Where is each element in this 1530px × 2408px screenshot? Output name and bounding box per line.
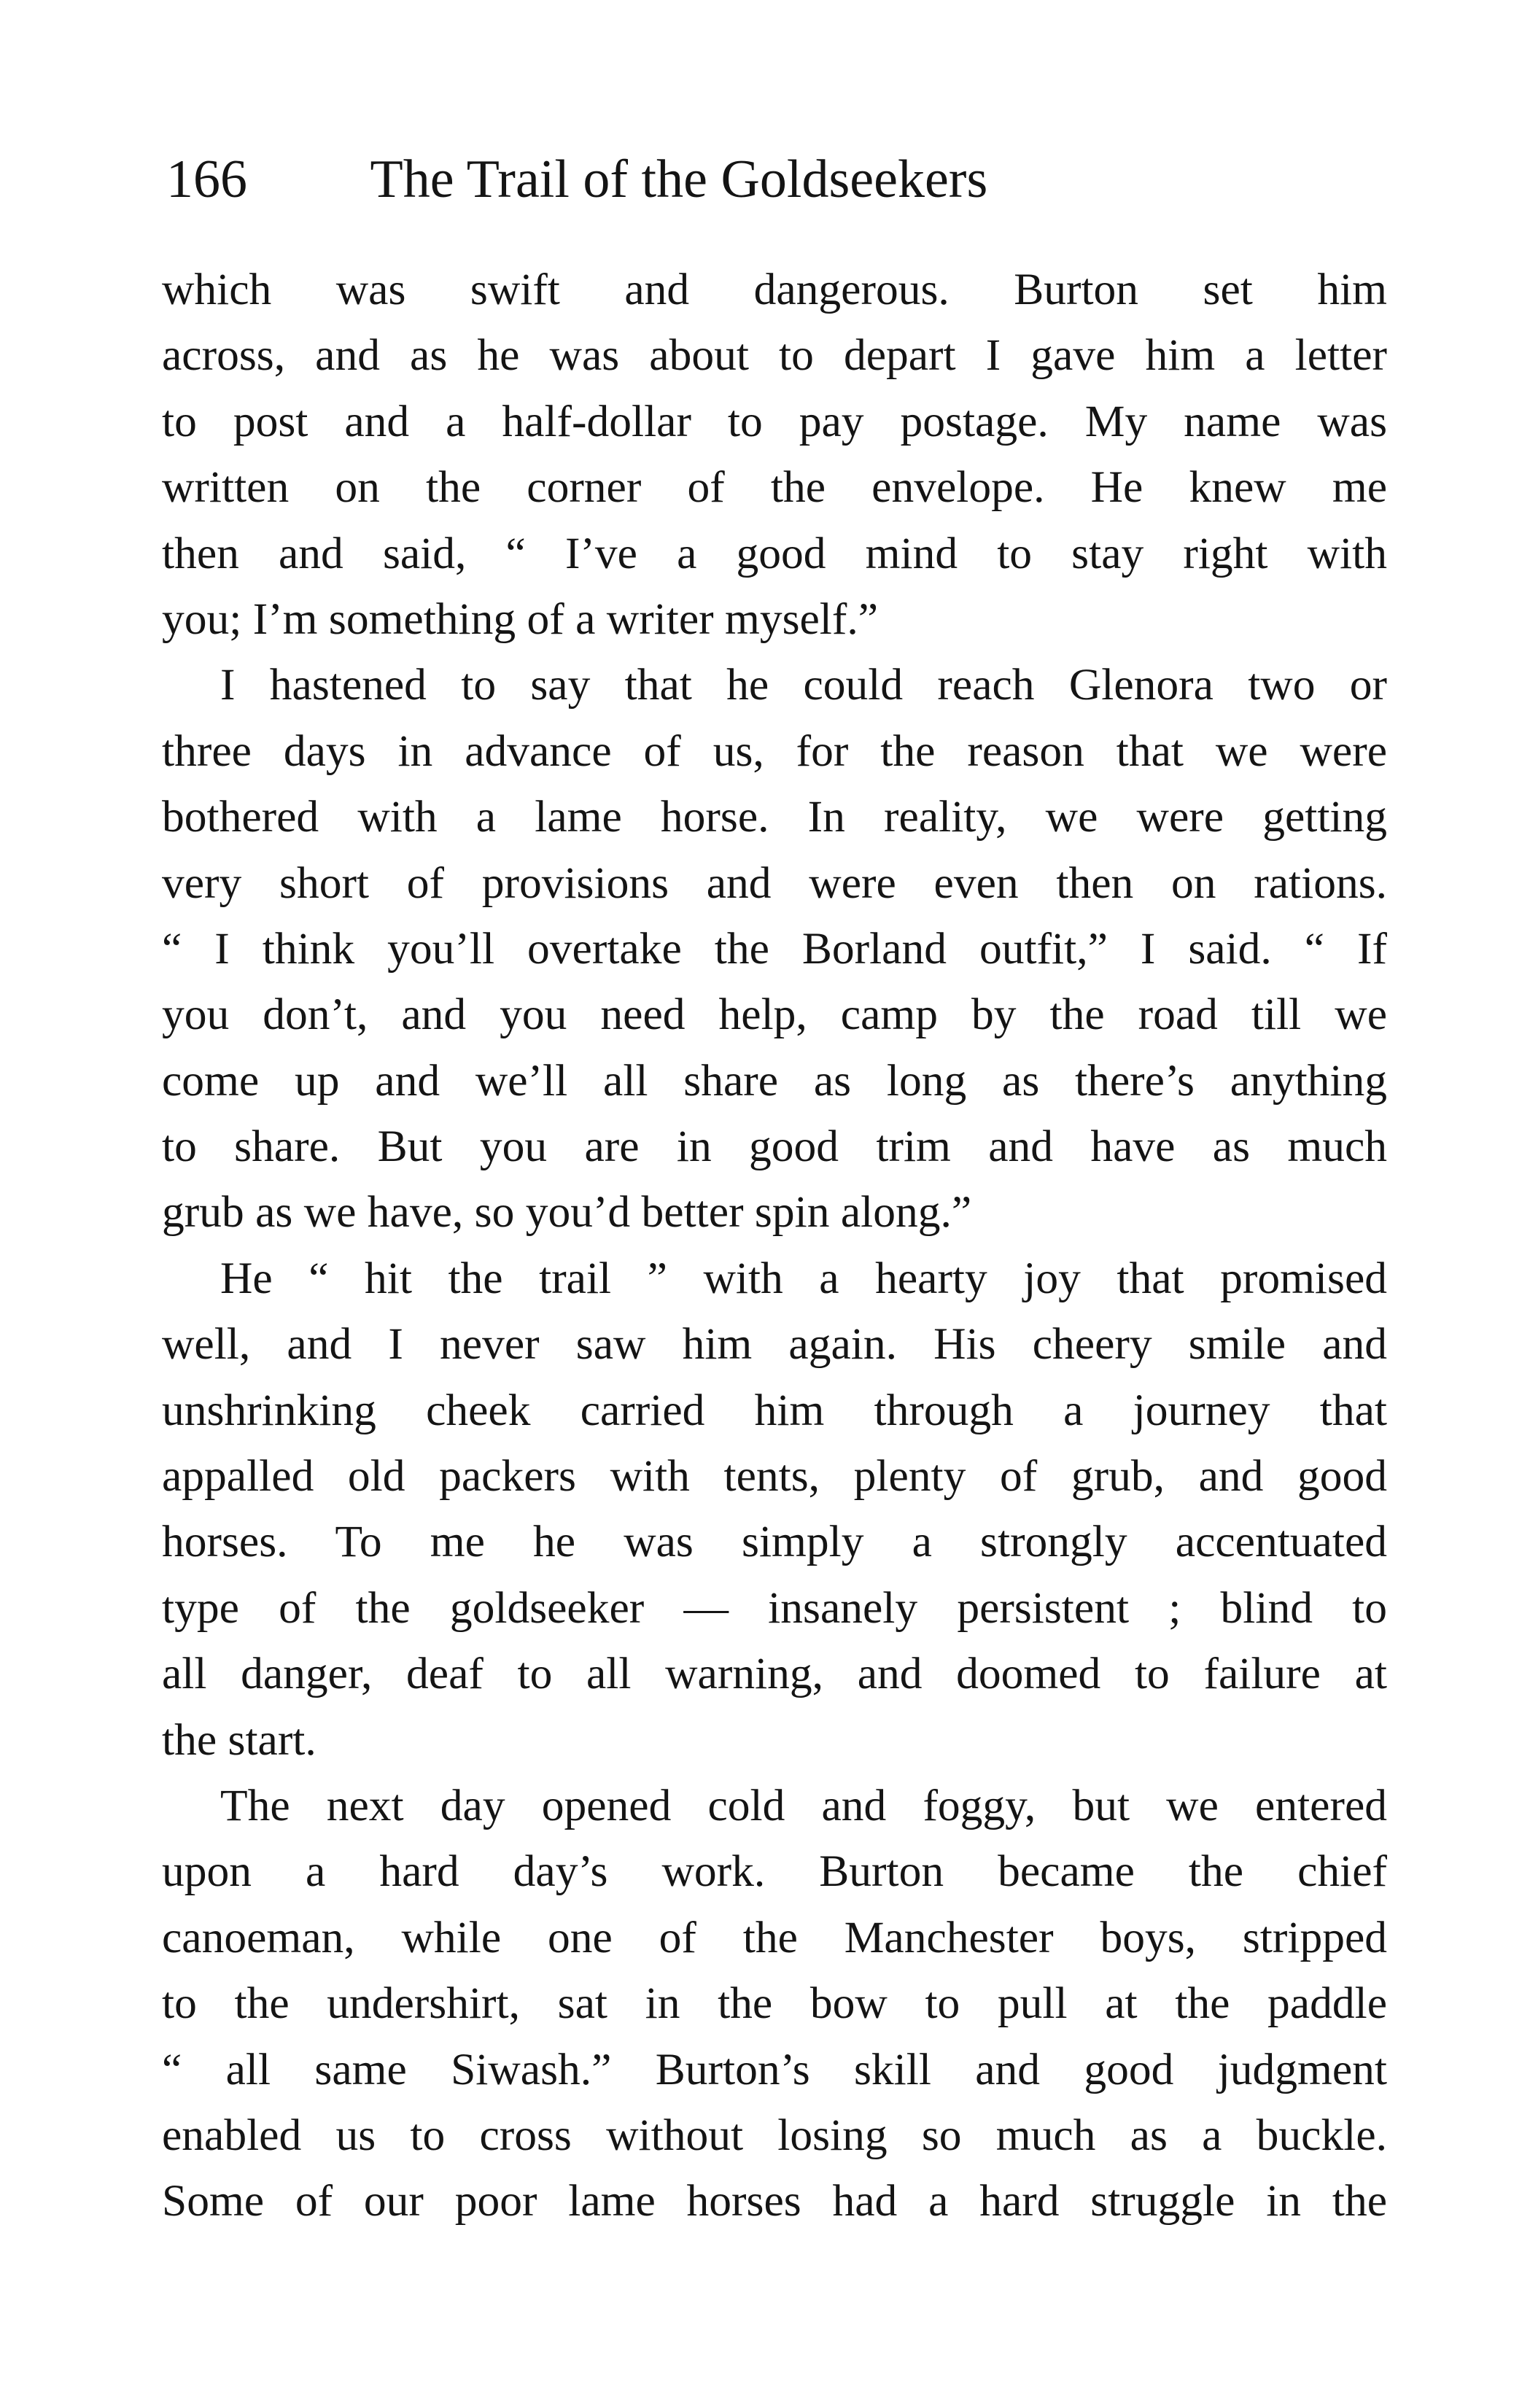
text-line: canoeman, while one of the Manchester boys, stripped bbox=[162, 1912, 1387, 1962]
text-line: horses. To me he was simply a strongly accentuated bbox=[162, 1517, 1387, 1567]
text-line: you don’t, and you need help, camp by the road till we bbox=[162, 990, 1387, 1040]
text-line: come up and we’ll all share as long as there’s anything bbox=[162, 1055, 1387, 1106]
text-line: the start. bbox=[162, 1714, 317, 1765]
paragraph-2 bbox=[162, 652, 1387, 1246]
text-line: unshrinking cheek carried him through a journey that bbox=[162, 1385, 1387, 1435]
paragraph-3 bbox=[162, 1246, 1387, 1773]
text-line: very short of provisions and were even then on rations. bbox=[162, 858, 1387, 908]
body-text bbox=[162, 257, 1387, 2234]
text-line: The next day opened cold and foggy, but we entered bbox=[220, 1780, 1387, 1830]
paragraph-1 bbox=[162, 257, 1387, 652]
text-line: to the undershirt, sat in the bow to pull at the paddle bbox=[162, 1978, 1387, 2029]
text-line: three days in advance of us, for the reason that we were bbox=[162, 726, 1387, 776]
text-line: across, and as he was about to depart I gave him a letter bbox=[162, 330, 1387, 381]
text-line: well, and I never saw him again. His cheery smile and bbox=[162, 1319, 1387, 1370]
text-line: to share. But you are in good trim and have as much bbox=[162, 1122, 1387, 1172]
text-line: bothered with a lame horse. In reality, we were getting bbox=[162, 792, 1387, 842]
text-line: Some of our poor lame horses had a hard struggle in the bbox=[162, 2176, 1387, 2226]
text-line: all danger, deaf to all warning, and doomed to failure at bbox=[162, 1649, 1387, 1699]
text-line: then and said, “ I’ve a good mind to stay right with bbox=[162, 528, 1387, 578]
text-line: type of the goldseeker — insanely persistent ; blind to bbox=[162, 1582, 1387, 1633]
text-line: appalled old packers with tents, plenty of grub, and good bbox=[162, 1451, 1387, 1502]
text-line: you; I’m something of a writer myself.” bbox=[162, 594, 879, 644]
page-header bbox=[166, 136, 1406, 223]
text-line: to post and a half-dollar to pay postage. My name was bbox=[162, 396, 1387, 446]
text-line: enabled us to cross without losing so much as a buckle. bbox=[162, 2110, 1387, 2160]
running-title: The Trail of the Goldseekers bbox=[370, 149, 988, 209]
paragraph-4 bbox=[162, 1773, 1387, 2234]
text-line: grub as we have, so you’d better spin along.” bbox=[162, 1187, 972, 1238]
page-number: 166 bbox=[166, 149, 247, 209]
text-line: He “ hit the trail ” with a hearty joy that promised bbox=[220, 1253, 1387, 1303]
text-line: “ all same Siwash.” Burton’s skill and good judgment bbox=[162, 2044, 1387, 2094]
text-line: which was swift and dangerous. Burton set him bbox=[162, 265, 1387, 314]
text-line: upon a hard day’s work. Burton became the chief bbox=[162, 1846, 1387, 1897]
text-line: written on the corner of the envelope. He knew me bbox=[162, 462, 1387, 513]
text-line: “ I think you’ll overtake the Borland outfit,” I said. “ If bbox=[162, 923, 1387, 974]
text-line: I hastened to say that he could reach Glenora two or bbox=[220, 660, 1387, 710]
